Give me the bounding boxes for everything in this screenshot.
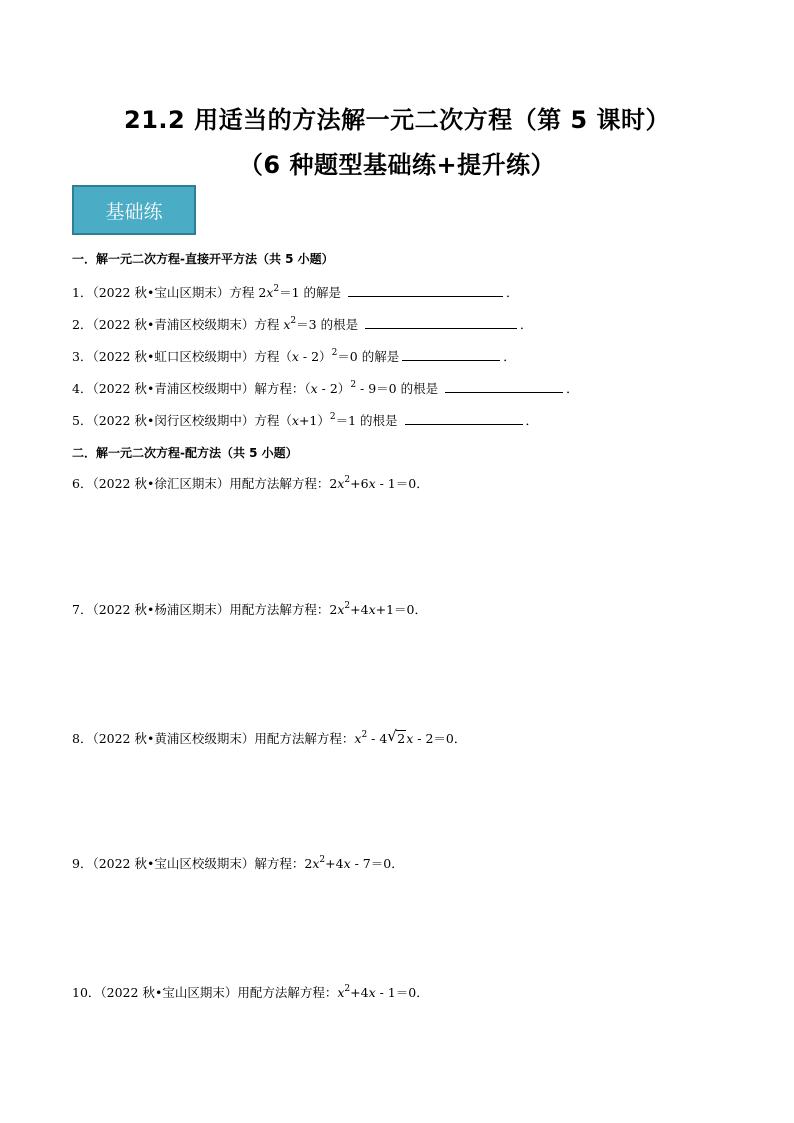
question-8-var-2: x <box>406 731 414 746</box>
section-heading-2: 二．解一元二次方程-配方法（共 5 小题） <box>72 446 298 460</box>
question-10-var: x <box>337 985 345 1000</box>
question-7-term-c: +1＝0． <box>375 602 428 617</box>
question-4-end: ． <box>566 381 579 396</box>
question-5 <box>72 412 538 429</box>
question-3-prefix: 3．（2022 秋•虹口区校级期中）方程（ <box>72 349 292 364</box>
question-6-term-c: - 1＝0． <box>375 476 429 491</box>
question-1-var: x <box>266 285 274 300</box>
question-4-exp: 2 <box>350 380 357 390</box>
question-4-prefix: 4．（2022 秋•青浦区校级期中）解方程：（ <box>72 381 311 396</box>
question-9-exp: 2 <box>319 855 326 865</box>
question-7-var: x <box>337 602 345 617</box>
question-8 <box>72 727 467 747</box>
question-6-var: x <box>337 476 345 491</box>
answer-blank-1[interactable] <box>348 284 503 297</box>
question-10-var-2: x <box>368 985 376 1000</box>
question-2-eq-rest: ＝3 的根是 <box>296 317 363 332</box>
question-8-prefix: 8．（2022 秋•黄浦区校级期末）用配方法解方程： <box>72 731 355 746</box>
question-1-eq-coef: 2 <box>258 285 267 300</box>
question-1-eq-rest: ＝1 的解是 <box>279 285 345 300</box>
question-3-end: ． <box>503 349 516 364</box>
radicand: 2 <box>397 731 406 746</box>
question-5-end: ． <box>525 413 539 428</box>
question-8-exp: 2 <box>361 730 368 740</box>
question-7 <box>72 602 427 618</box>
question-6-term-b: +6 <box>350 476 369 491</box>
question-9-term-b: +4 <box>325 856 344 871</box>
answer-blank-5[interactable] <box>405 412 523 425</box>
question-9-var-2: x <box>343 856 351 871</box>
radical-sign: √ <box>387 727 397 745</box>
question-5-prefix: 5．（2022 秋•闵行区校级期中）方程（ <box>72 413 292 428</box>
question-4-eq-rest: - 9＝0 的根是 <box>356 381 443 396</box>
question-4-mid: - 2） <box>317 381 351 396</box>
answer-blank-2[interactable] <box>365 316 517 329</box>
question-2-end: ． <box>520 317 533 332</box>
question-6 <box>72 476 429 492</box>
question-9-var: x <box>312 856 320 871</box>
question-5-exp: 2 <box>329 412 336 422</box>
question-5-mid: +1） <box>298 413 330 428</box>
question-4 <box>72 380 579 397</box>
question-2-prefix: 2．（2022 秋•青浦区校级期末）方程 <box>72 317 284 332</box>
question-7-prefix: 7．（2022 秋•杨浦区期末）用配方法解方程： <box>72 602 330 617</box>
question-5-var: x <box>291 413 299 428</box>
question-2 <box>72 316 533 333</box>
question-6-prefix: 6．（2022 秋•徐汇区期末）用配方法解方程： <box>72 476 330 491</box>
question-6-var-2: x <box>368 476 376 491</box>
question-8-term-c: - 2＝0． <box>413 731 467 746</box>
question-1 <box>72 284 519 301</box>
square-root <box>387 727 406 747</box>
question-7-var-2: x <box>368 602 376 617</box>
question-1-end: ． <box>506 285 519 300</box>
question-9-coef: 2 <box>304 856 313 871</box>
question-3 <box>72 348 516 365</box>
question-3-eq-rest: ＝0 的解是 <box>337 349 400 364</box>
question-2-var: x <box>283 317 291 332</box>
question-1-prefix: 1．（2022 秋•宝山区期末）方程 <box>72 285 259 300</box>
question-6-coef: 2 <box>329 476 338 491</box>
question-10-prefix: 10．（2022 秋•宝山区期末）用配方法解方程： <box>72 985 338 1000</box>
section-heading-1: 一．解一元二次方程-直接开平方法（共 5 小题） <box>72 252 334 266</box>
section-badge: 基础练 <box>72 185 196 235</box>
question-8-var: x <box>354 731 362 746</box>
question-4-var: x <box>310 381 318 396</box>
question-8-term-b: - 4 <box>367 731 388 746</box>
question-9-term-c: - 7＝0． <box>350 856 404 871</box>
page-subtitle: （6 种题型基础练+提升练） <box>238 151 556 179</box>
question-9 <box>72 856 404 872</box>
question-10-term-c: - 1＝0． <box>375 985 429 1000</box>
question-10-exp: 2 <box>344 984 351 994</box>
answer-blank-3[interactable] <box>402 348 500 361</box>
question-3-exp: 2 <box>331 348 338 358</box>
answer-blank-4[interactable] <box>445 380 563 393</box>
question-7-exp: 2 <box>344 601 351 611</box>
question-6-exp: 2 <box>344 475 351 485</box>
question-7-term-b: +4 <box>350 602 369 617</box>
question-3-mid: - 2） <box>298 349 332 364</box>
question-9-prefix: 9．（2022 秋•宝山区校级期末）解方程： <box>72 856 305 871</box>
question-10-term-b: +4 <box>350 985 369 1000</box>
question-1-exp: 2 <box>273 284 280 294</box>
question-3-var: x <box>291 349 299 364</box>
question-5-eq-rest: ＝1 的根是 <box>335 413 402 428</box>
question-2-exp: 2 <box>290 316 297 326</box>
page-title: 21.2 用适当的方法解一元二次方程（第 5 课时） <box>124 106 670 134</box>
question-10 <box>72 985 429 1001</box>
question-7-coef: 2 <box>329 602 338 617</box>
